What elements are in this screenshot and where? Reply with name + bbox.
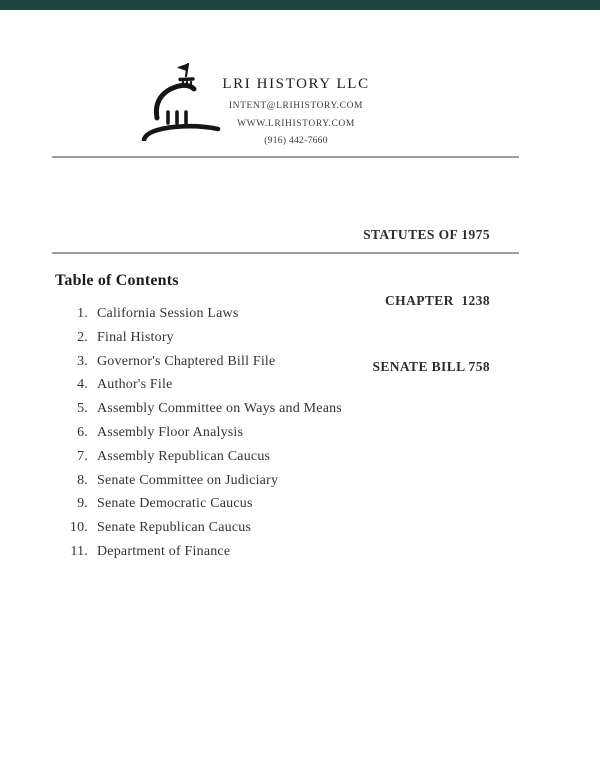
chapter-line: CHAPTER 1238	[385, 293, 490, 308]
company-email: INTENT@LRIHISTORY.COM	[228, 101, 364, 111]
senate-bill-line: SENATE BILL 758	[372, 359, 490, 374]
toc-item: Senate Democratic Caucus	[97, 496, 253, 512]
toc-list	[97, 302, 342, 564]
toc-item: Assembly Committee on Ways and Means	[97, 401, 342, 417]
toc-item: Final History	[97, 329, 174, 345]
toc-item: California Session Laws	[97, 306, 239, 321]
company-name: LRI HISTORY LLC	[222, 76, 370, 92]
toc-item: Assembly Floor Analysis	[97, 424, 244, 440]
toc-item: Senate Republican Caucus	[97, 520, 252, 536]
statutes-line: STATUTES OF 1975	[363, 227, 490, 242]
toc-item: Assembly Republican Caucus	[97, 448, 271, 464]
toc-item: Governor's Chaptered Bill File	[97, 353, 276, 369]
company-phone: (916) 442-7660	[264, 136, 328, 146]
header-divider	[52, 156, 519, 158]
reference-divider	[52, 252, 519, 254]
reference-block	[363, 180, 490, 422]
toc-item: Author's File	[97, 377, 173, 393]
company-website: WWW.LRIHISTORY.COM	[237, 119, 355, 129]
top-edge-bar	[0, 0, 600, 10]
toc-item: Department of Finance	[97, 543, 231, 559]
toc-item: Senate Committee on Judiciary	[97, 472, 279, 488]
letterhead	[166, 74, 426, 147]
toc-title: Table of Contents	[55, 272, 179, 289]
